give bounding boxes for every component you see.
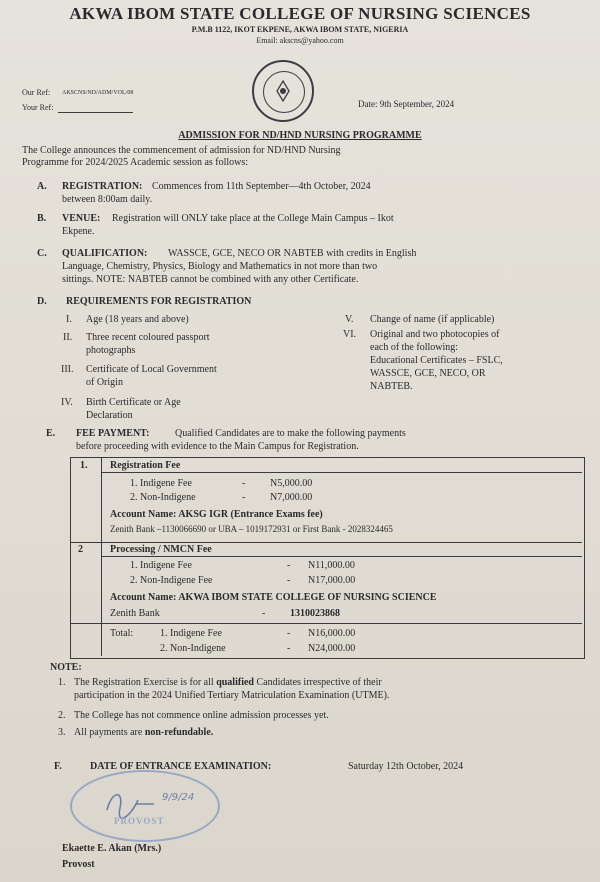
section-f-heading: DATE OF ENTRANCE EXAMINATION: (90, 761, 272, 772)
req-text: photographs (86, 345, 136, 356)
req-text: Educational Certificates – FSLC, (370, 355, 503, 366)
req-text: Declaration (86, 410, 133, 421)
note-1-text: The Registration Exercise is for all qualified Candidates irrespective of their (74, 677, 382, 688)
note-heading: NOTE: (50, 662, 82, 673)
req-num: II. (63, 332, 73, 343)
notice-title: ADMISSION FOR ND/HND NURSING PROGRAMME (178, 130, 422, 141)
req-text: NABTEB. (370, 381, 413, 392)
fee-row-1-num: 1. (80, 460, 88, 471)
section-c-text-2: Language, Chemistry, Physics, Biology and Mathematics in not more than two (62, 261, 378, 272)
section-c-text-1: WASSCE, GCE, NECO OR NABTEB with credits in English (168, 248, 417, 259)
section-c-text-3: sittings. NOTE: NABTEB cannot be combined with any other Certificate. (62, 274, 359, 285)
fee-row-2-bank-dash: - (262, 608, 266, 619)
section-a-letter: A. (37, 181, 47, 192)
fee-item-amount: N17,000.00 (308, 575, 356, 586)
intro-line-2: Programme for 2024/2025 Academic session as follows: (22, 157, 249, 168)
req-num: I. (66, 314, 72, 325)
fee-row-2-account-number: 1310023868 (290, 608, 340, 619)
intro-line-1: The College announces the commencement of admission for ND/HND Nursing (22, 145, 341, 156)
note-3-text: All payments are non-refundable. (74, 727, 214, 738)
section-a-heading: REGISTRATION: (62, 181, 143, 192)
section-b-heading: VENUE: (62, 213, 101, 224)
req-text: Birth Certificate or Age (86, 397, 181, 408)
fee-item-label: 1. Indigene Fee (160, 628, 222, 639)
fee-item-dash: - (242, 478, 246, 489)
section-b-text-1: Registration will ONLY take place at the College Main Campus – Ikot (112, 213, 394, 224)
req-text: Certificate of Local Government (86, 364, 217, 375)
fee-item-label: 1. Indigene Fee (130, 478, 192, 489)
req-text: each of the following: (370, 342, 459, 353)
college-address: P.M.B 1122, IKOT EKPENE, AKWA IBOM STATE, NIGERIA (191, 25, 409, 34)
fee-item-label: 2. Non-Indigene (160, 643, 226, 654)
section-d-heading: REQUIREMENTS FOR REGISTRATION (66, 296, 252, 307)
req-num: VI. (343, 329, 357, 340)
fee-item-amount: N16,000.00 (308, 628, 356, 639)
signature-scribble-icon (72, 772, 218, 840)
letter-date: Date: 9th September, 2024 (358, 99, 455, 109)
fee-row-2-account: Account Name: AKWA IBOM STATE COLLEGE OF NURSING SCIENCE (110, 592, 437, 603)
fee-item-label: 1. Indigene Fee (130, 560, 192, 571)
provost-stamp (70, 770, 220, 842)
our-ref-value: AKSCNS/ND/ADM/VOL/08 (62, 90, 134, 96)
note-1-num: 1. (58, 677, 66, 688)
your-ref-label: Your Ref: (22, 103, 54, 112)
exam-date: Saturday 12th October, 2024 (348, 761, 464, 772)
section-f-letter: F. (54, 761, 62, 772)
fee-row-1-title: Registration Fee (110, 460, 181, 471)
section-e-text-1: Qualified Candidates are to make the following payments (175, 428, 406, 439)
note-2-num: 2. (58, 710, 66, 721)
section-c-heading: QUALIFICATION: (62, 248, 148, 259)
section-a-text-2: between 8:00am daily. (62, 194, 153, 205)
college-name: AKWA IBOM STATE COLLEGE OF NURSING SCIENCES (69, 4, 531, 23)
note-2-text: The College has not commence online admission processes yet. (74, 710, 329, 721)
fee-item-dash: - (287, 575, 291, 586)
fee-item-amount: N24,000.00 (308, 643, 356, 654)
req-num: III. (61, 364, 74, 375)
fee-total-label: Total: (110, 628, 134, 639)
fee-item-label: 2. Non-Indigene Fee (130, 575, 213, 586)
section-c-letter: C. (37, 248, 47, 259)
college-email: Email: akscns@yahoo.com (256, 36, 344, 45)
fee-row-1-banks: Zenith Bank –1130066690 or UBA – 1019172931 or First Bank - 2028324465 (110, 524, 393, 534)
college-seal (252, 60, 314, 122)
req-text: Three recent coloured passport (86, 332, 210, 343)
signatory-name: Ekaette E. Akan (Mrs.) (62, 843, 162, 854)
fee-row-2-bank: Zenith Bank (110, 608, 160, 619)
section-b-letter: B. (37, 213, 47, 224)
req-text: WASSCE, GCE, NECO, OR (370, 368, 486, 379)
fee-item-label: 2. Non-Indigene (130, 492, 196, 503)
section-d-letter: D. (37, 296, 47, 307)
seal-emblem-icon (254, 62, 312, 120)
fee-item-dash: - (242, 492, 246, 503)
req-num: IV. (61, 397, 73, 408)
fee-item-amount: N7,000.00 (270, 492, 313, 503)
fee-item-dash: - (287, 560, 291, 571)
note-1-text-2: participation in the 2024 Unified Tertiary Matriculation Examination (UTME). (74, 690, 390, 701)
section-e-text-2: before proceeding with evidence to the Main Campus for Registration. (76, 441, 359, 452)
our-ref-label: Our Ref: (22, 88, 51, 97)
section-e-heading: FEE PAYMENT: (76, 428, 150, 439)
req-text: Change of name (if applicable) (370, 314, 495, 325)
fee-row-2-num: 2 (78, 544, 83, 555)
fee-row-2-title: Processing / NMCN Fee (110, 544, 212, 555)
signatory-title: Provost (62, 859, 95, 870)
fee-item-dash: - (287, 643, 291, 654)
req-num: V. (345, 314, 354, 325)
fee-item-dash: - (287, 628, 291, 639)
section-b-text-2: Ekpene. (62, 226, 95, 237)
req-text: of Origin (86, 377, 123, 388)
stamp-handwritten-date: 9/9/24 (162, 792, 195, 803)
fee-row-1-account: Account Name: AKSG IGR (Entrance Exams fee) (110, 509, 323, 520)
note-3-num: 3. (58, 727, 66, 738)
section-e-letter: E. (46, 428, 56, 439)
req-text: Age (18 years and above) (86, 314, 189, 325)
fee-item-amount: N5,000.00 (270, 478, 313, 489)
stamp-text: PROVOST (114, 816, 165, 826)
fee-item-amount: N11,000.00 (308, 560, 355, 571)
section-a-text-1: Commences from 11th September—4th October, 2024 (152, 181, 371, 192)
req-text: Original and two photocopies of (370, 329, 500, 340)
